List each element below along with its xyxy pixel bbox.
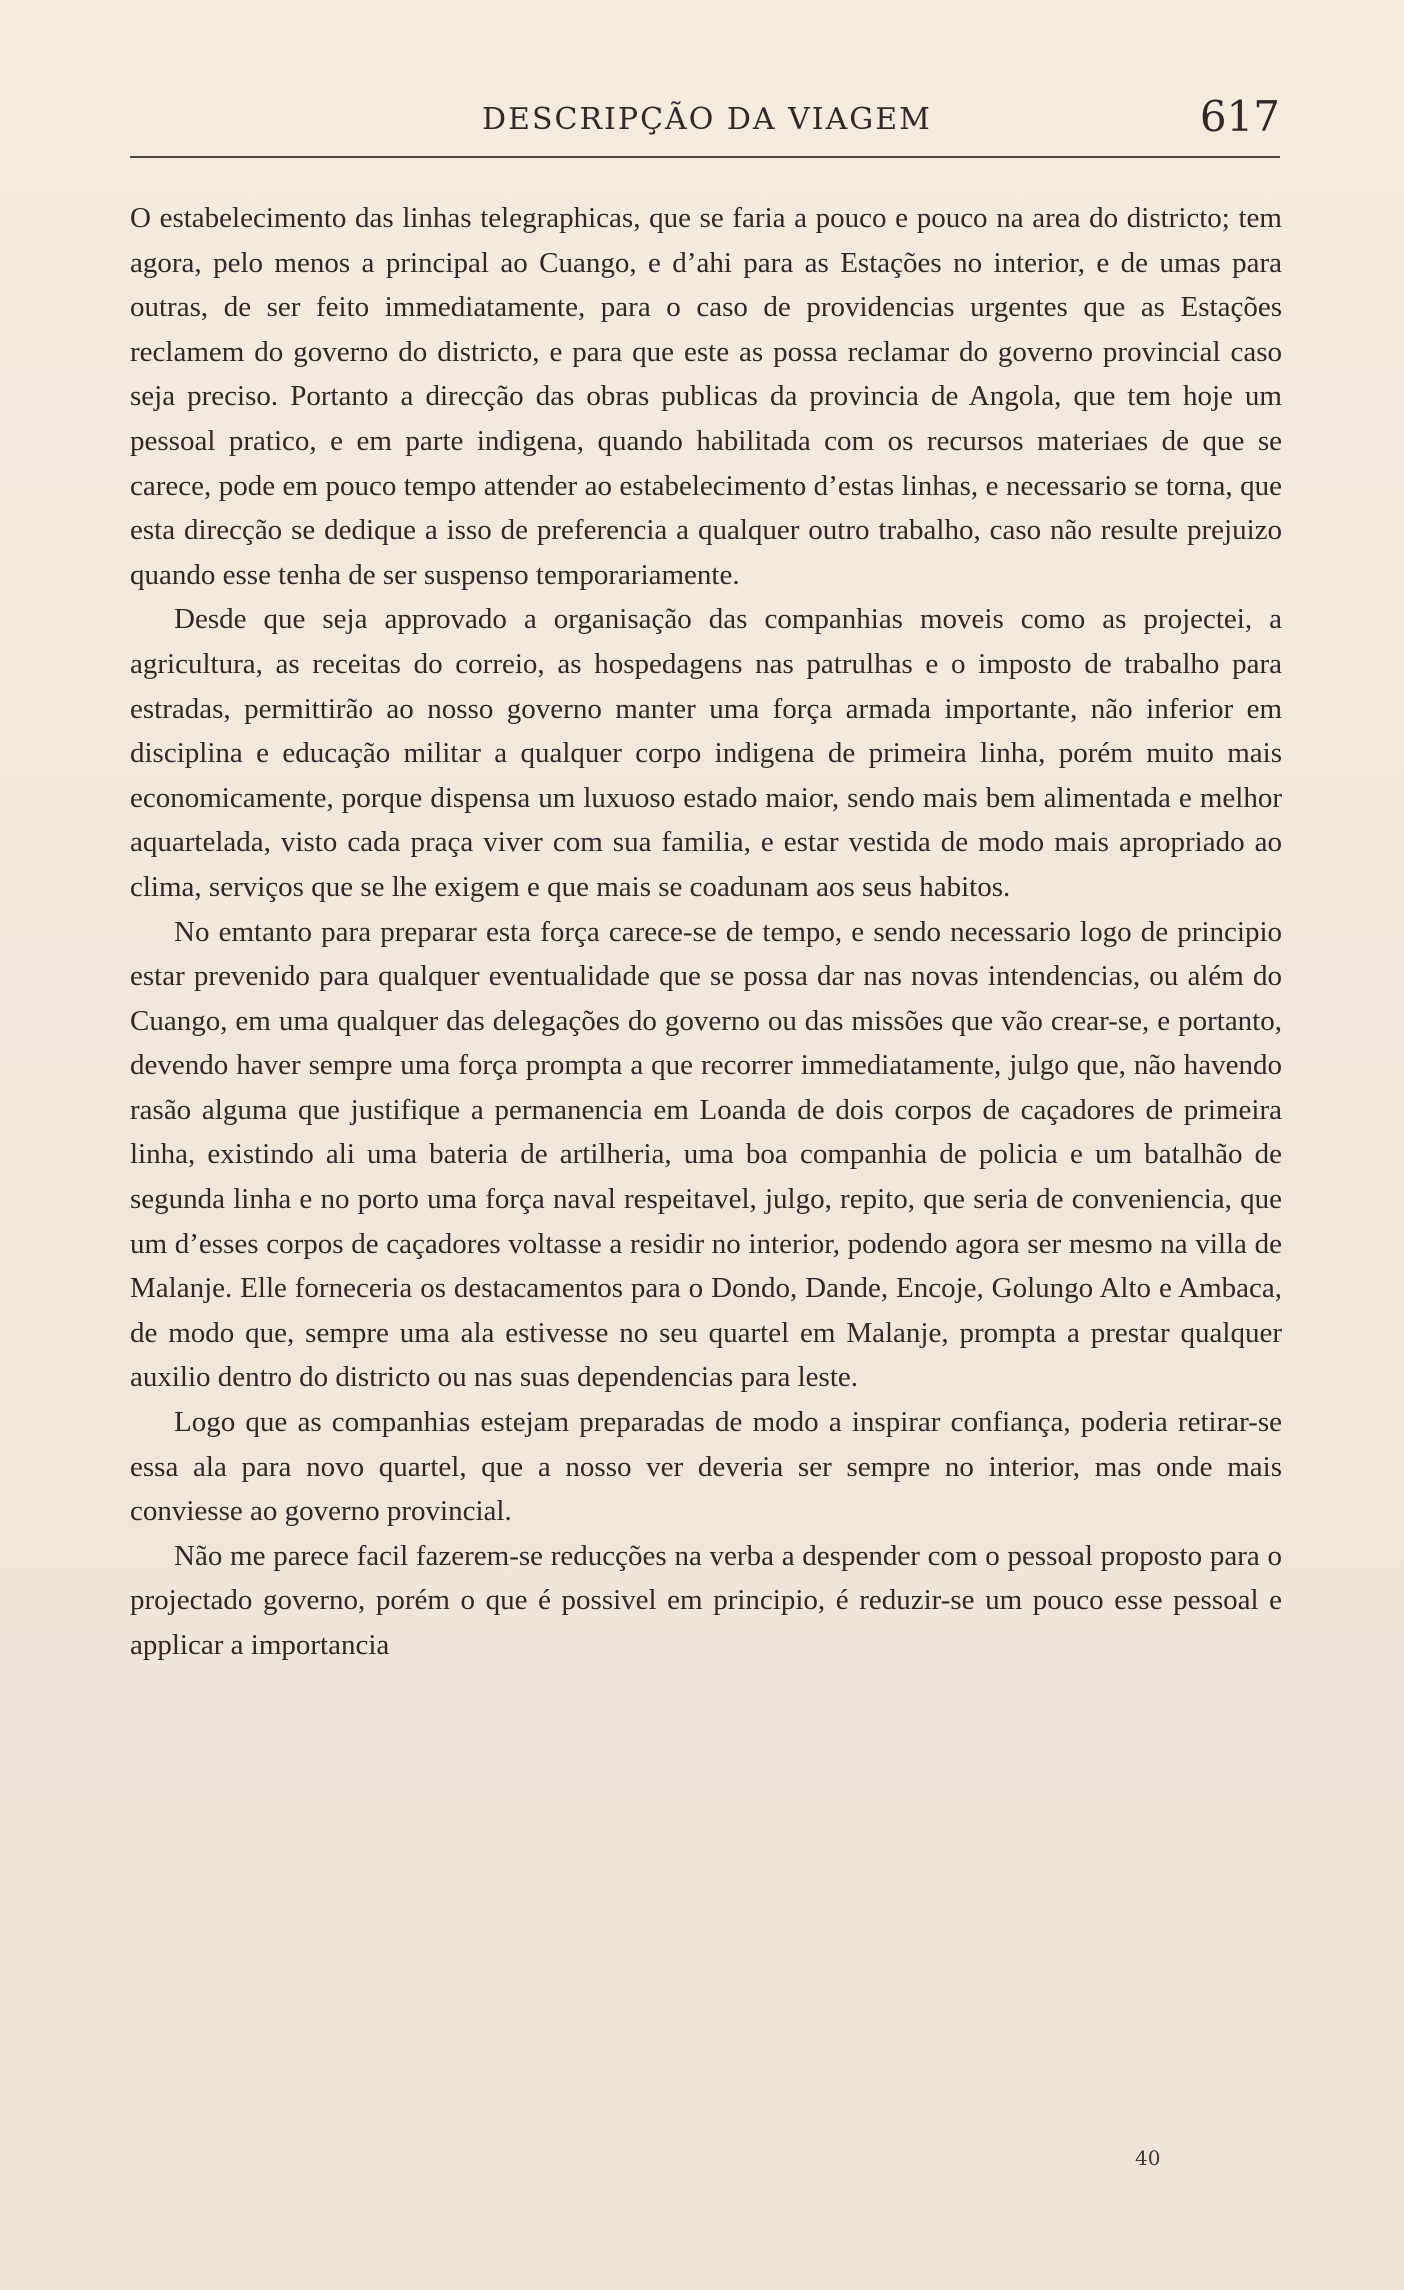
- header-rule: [130, 156, 1280, 158]
- signature-mark: 40: [1135, 2146, 1161, 2170]
- running-header: [130, 92, 1280, 152]
- paragraph-3: No emtanto para preparar esta força carece-se de tempo, e sendo necessario logo de principio estar prevenido para qualquer eventualidade que se possa dar nas novas intendencias, ou além do Cuango, em uma qualquer das delegações do governo ou das missões que vão crear-se, e portanto, devendo haver sempre uma força prompta a que recorrer immediatamente, julgo que, não havendo rasão alguma que justifique a permanencia em Loanda de dois corpos de caçadores de primeira linha, existindo ali uma bateria de artilheria, uma boa companhia de policia e um batalhão de segunda linha e no porto uma força naval respeitavel, julgo, repito, que seria de conveniencia, que um d’esses corpos de caçadores voltasse a residir no interior, podendo agora ser mesmo na villa de Malanje. Elle forneceria os destacamentos para o Dondo, Dande, Encoje, Golungo Alto e Ambaca, de modo que, sempre uma ala estivesse no seu quartel em Malanje, prompta a prestar qualquer auxilio dentro do districto ou nas suas dependencias para leste.: [130, 915, 1282, 1394]
- paragraph-4: Logo que as companhias estejam preparadas de modo a inspirar confiança, poderia retirar-se essa ala para novo quartel, que a nosso ver deveria ser sempre no interior, mas onde mais conviesse ao governo provincial.: [130, 1406, 1282, 1528]
- paragraph-1: O estabelecimento das linhas telegraphicas, que se faria a pouco e pouco na area do districto; tem agora, pelo menos a principal ao Cuango, e d’ahi para as Estações no interior, e de umas para outras, de ser feito immediatamente, para o caso de providencias urgentes que as Estações reclamem do governo do districto, e para que este as possa reclamar do governo provincial caso seja preciso. Portanto a direcção das obras publicas da provincia de Angola, que tem hoje um pessoal pratico, e em parte indigena, quando habilitada com os recursos materiaes de que se carece, pode em pouco tempo attender ao estabelecimento d’estas linhas, e necessario se torna, que esta direcção se dedique a isso de preferencia a qualquer outro trabalho, caso não resulte prejuizo quando esse tenha de ser suspenso temporariamente.: [130, 202, 1282, 591]
- paragraph-5: Não me parece facil fazerem-se reducções na verba a despender com o pessoal proposto para o projectado governo, porém o que é possivel em principio, é reduzir-se um pouco esse pessoal e applicar a importancia: [130, 1539, 1282, 1661]
- header-title: DESCRIPÇÃO DA VIAGEM: [482, 102, 932, 137]
- paragraph-2: Desde que seja approvado a organisação das companhias moveis como as projectei, a agricultura, as receitas do correio, as hospedagens nas patrulhas e o imposto de trabalho para estradas, permittirão ao nosso governo manter uma força armada importante, não inferior em disciplina e educação militar a qualquer corpo indigena de primeira linha, porém muito mais economicamente, porque dispensa um luxuoso estado maior, sendo mais bem alimentada e melhor aquartelada, visto cada praça viver com sua familia, e estar vestida de modo mais apropriado ao clima, serviços que se lhe exigem e que mais se coadunam aos seus habitos.: [130, 603, 1282, 903]
- page-number: 617: [1199, 92, 1280, 141]
- body-text: [130, 196, 1282, 1668]
